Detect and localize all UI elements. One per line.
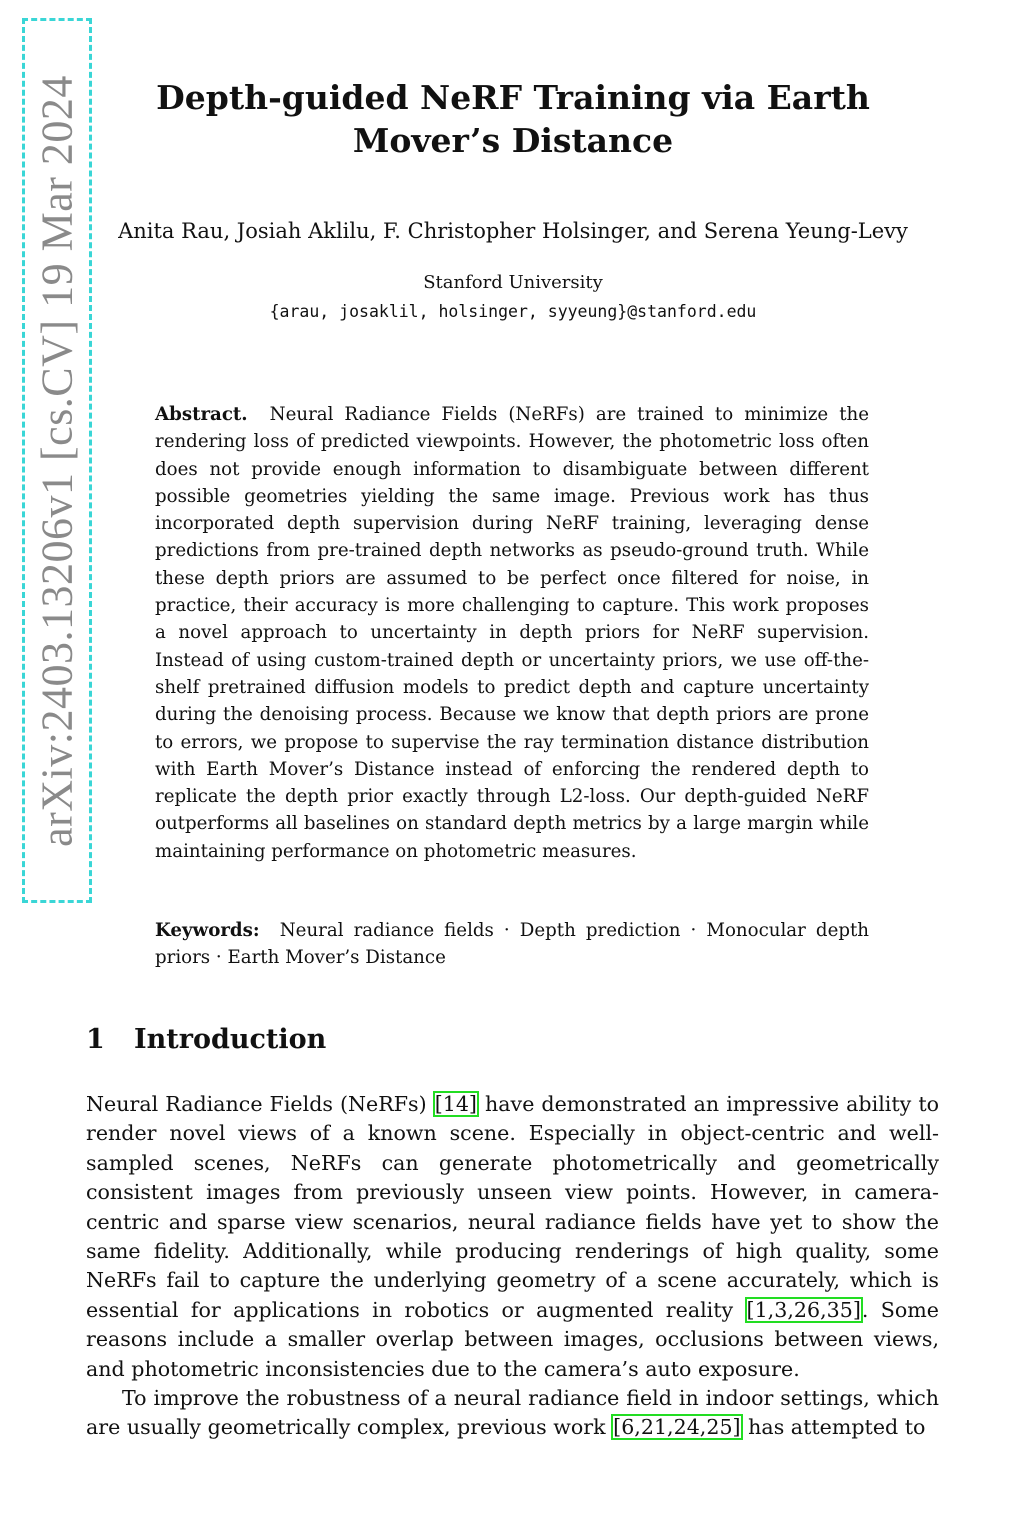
keywords <box>155 917 869 972</box>
intro-text: To improve the robustness of a neural radiance field in indoor settings, which are usually geometrically complex, previous work <box>86 1386 939 1440</box>
affiliation: Stanford University <box>423 272 603 293</box>
citation-link[interactable]: [14] <box>434 1092 477 1116</box>
intro-text: have demonstrated an impressive ability to render novel views of a known scene. Especially in object-centric and well-sampled scenes, NeRFs can generate photometrically and geometrically consistent images from previously unseen view points. However, in camera-centric and sparse view scenarios, neural radiance fields have yet to show the same fidelity. Additionally, while producing renderings of high quality, some NeRFs fail to capture the underlying geometry of a scene accurately, which is essential for applications in robotics or augmented reality <box>86 1092 939 1322</box>
abstract <box>155 401 869 865</box>
arxiv-stamp <box>22 18 92 903</box>
abstract-label: Abstract. <box>155 404 248 425</box>
author-list: Anita Rau, Josiah Aklilu, F. Christopher Holsinger, and Serena Yeung-Levy <box>118 219 908 243</box>
keywords-text: Neural radiance fields · Depth prediction · Monocular depth priors · Earth Mover’s Distance <box>155 920 869 969</box>
keywords-label: Keywords: <box>155 920 260 941</box>
citation-link[interactable]: [6,21,24,25] <box>613 1415 741 1440</box>
section-title: Introduction <box>134 1024 327 1055</box>
citation-link[interactable]: [1,3,26,35] <box>746 1297 861 1322</box>
intro-text: Neural Radiance Fields (NeRFs) <box>86 1092 434 1116</box>
author-emails: {arau, josaklil, holsinger, syyeung}@stanford.edu <box>269 302 757 321</box>
abstract-text: Neural Radiance Fields (NeRFs) are trained to minimize the rendering loss of predicted viewpoints. However, the photometric loss often does not provide enough information to disambiguate between different possible geometries yielding the same image. Previous work has thus incorporated depth supervision during NeRF training, leveraging dense predictions from pre-trained depth networks as pseudo-ground truth. While these depth priors are assumed to be perfect once filtered for noise, in practice, their accuracy is more challenging to capture. This work proposes a novel approach to uncertainty in depth priors for NeRF supervision. Instead of using custom-trained depth or uncertainty priors, we use off-the-shelf pretrained diffusion models to predict depth and capture uncertainty during the denoising process. Because we know that depth priors are prone to errors, we propose to supervise the ray termination distance distribution with Earth Mover’s Distance instead of enforcing the rendered depth to replicate the depth prior exactly through L2-loss. Our depth-guided NeRF outperforms all baselines on standard depth metrics by a large margin while maintaining performance on photometric measures. <box>155 404 869 862</box>
introduction-body <box>86 1090 939 1443</box>
section-heading <box>86 1022 326 1058</box>
paper-title: Depth-guided NeRF Training via Earth Mover’s Distance <box>156 78 870 160</box>
intro-paragraph-1 <box>86 1090 939 1384</box>
section-number: 1 <box>86 1024 105 1055</box>
intro-text: . Some reasons include a smaller overlap between images, occlusions between views, and photometric inconsistencies due to the camera’s auto exposure. <box>86 1297 939 1381</box>
intro-text: has attempted to <box>741 1415 926 1440</box>
arxiv-identifier: arXiv:2403.13206v1 [cs.CV] 19 Mar 2024 <box>32 74 82 847</box>
intro-paragraph-2 <box>86 1384 939 1443</box>
